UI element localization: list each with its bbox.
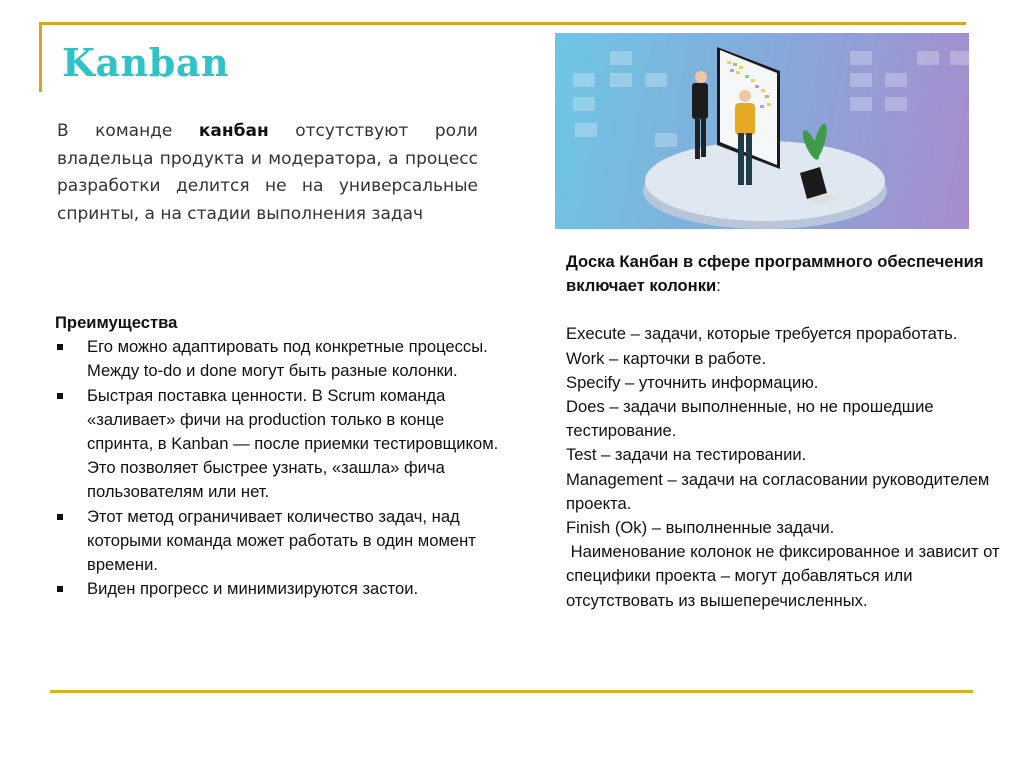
accent-rule-bottom [50, 690, 973, 693]
slide-title: Kanban [62, 40, 230, 85]
board-note: Наименование колонок не фиксированное и зависит от специфики проекта – могут добавляться или отсутствовать из вышеперечисленных. [566, 542, 1005, 610]
board-heading [566, 250, 1016, 298]
kanban-illustration [555, 33, 969, 229]
board-heading-text: Доска Канбан в сфере программного обеспечения включает колонки [566, 252, 984, 296]
accent-rule-top [40, 22, 966, 25]
column-work: Work – карточки в работе. [566, 348, 767, 368]
bullet-square-icon [57, 344, 63, 350]
list-item [55, 384, 515, 505]
intro-text-pre: В команде [57, 121, 199, 141]
list-item-text: Быстрая поставка ценности. В Scrum команда «заливает» фичи на production только в конце спринта, в Kanban — после приемки тестировщиком. Это позволяет быстрее узнать, «зашла» фича пользователям или нет. [87, 385, 499, 502]
bullet-square-icon [57, 514, 63, 520]
column-does: Does – задачи выполненные, но не прошедшие тестирование. [566, 397, 934, 441]
column-specify: Specify – уточнить информацию. [566, 372, 819, 392]
column-execute: Execute – задачи, которые требуется проработать. [566, 324, 958, 344]
column-management: Management – задачи на согласовании руководителем проекта. [566, 469, 990, 513]
list-item [55, 505, 515, 578]
bullet-square-icon [57, 393, 63, 399]
list-item-text: Этот метод ограничивает количество задач, над которыми команда может работать в один момент времени. [87, 506, 476, 575]
intro-text-bold: канбан [198, 121, 269, 141]
intro-paragraph [57, 118, 478, 228]
advantages-section [55, 311, 515, 601]
spacer [566, 298, 1016, 322]
list-item [55, 577, 515, 601]
list-item-text: Виден прогресс и минимизируются застои. [87, 579, 419, 599]
list-item-text: Его можно адаптировать под конкретные процессы. Между to-do и done могут быть разные колонки. [87, 337, 488, 381]
board-columns-section [566, 250, 1016, 613]
advantages-heading: Преимущества [55, 313, 178, 332]
board-heading-colon: : [716, 276, 721, 296]
list-item [55, 335, 515, 383]
column-finish: Finish (Ok) – выполненные задачи. [566, 518, 835, 538]
intro-text-post: отсутствуют роли владельца продукта и модератора, а процесс разработки делится не на универсальные спринты, а на стадии выполнения задач [57, 121, 478, 224]
team-at-board-icon [555, 33, 969, 229]
accent-rule-left [39, 22, 42, 92]
column-test: Test – задачи на тестировании. [566, 445, 807, 465]
advantages-list [55, 335, 515, 601]
bullet-square-icon [57, 586, 63, 592]
